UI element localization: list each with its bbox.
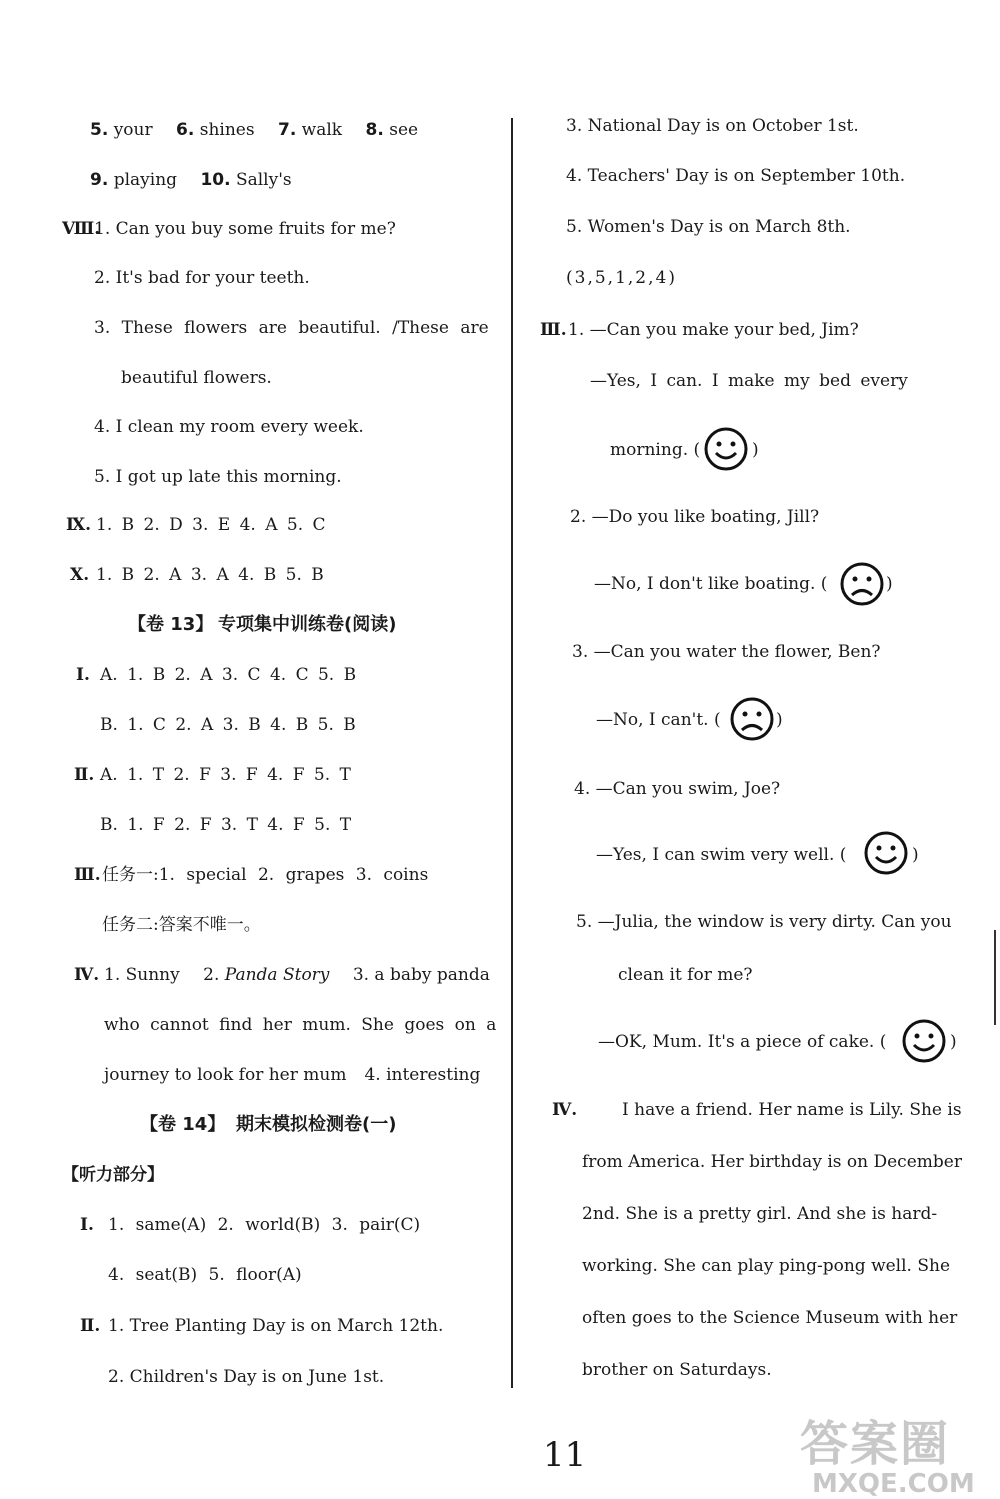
listening-heading: 【听力部分】 — [62, 1165, 164, 1185]
dialog-q5-line-1: 5. —Julia, the window is very dirty. Can you — [576, 912, 952, 932]
answer-line-9-10: 9. playing 10. Sally's — [90, 170, 292, 190]
holiday-order: (3,5,1,2,4) — [566, 268, 677, 288]
writing-iv-line-6: brother on Saturdays. — [582, 1360, 772, 1380]
juan-13-label: 【卷 13】 — [128, 614, 214, 635]
writing-iv-line-1: I have a friend. Her name is Lily. She is — [622, 1100, 962, 1120]
section-ix-answers: 1. B 2. D 3. E 4. A 5. C — [96, 515, 326, 535]
juan-13-title: 专项集中训练卷(阅读) — [218, 614, 397, 635]
holiday-line-4: 4. Teachers' Day is on September 10th. — [566, 166, 906, 186]
sad-face-icon — [840, 562, 884, 606]
smiley-face-icon — [902, 1019, 946, 1063]
section-viii-item-4: 4. I clean my room every week. — [94, 417, 364, 437]
juan-14-title: 期末模拟检测卷(一) — [236, 1114, 397, 1135]
dialog-a2-close: ) — [886, 574, 893, 594]
dialog-q4: 4. —Can you swim, Joe? — [574, 779, 781, 799]
dialog-a5-close: ) — [950, 1032, 957, 1052]
dialog-a3: —No, I can't. ( — [596, 710, 721, 730]
reading-ii-label: Ⅱ. — [74, 765, 95, 785]
writing-iv-line-3: 2nd. She is a pretty girl. And she is hard- — [582, 1204, 938, 1224]
watermark-brand: 答案圈 — [800, 1416, 951, 1472]
reading-ii-b: B. 1. F 2. F 3. T 4. F 5. T — [100, 815, 352, 835]
dialog-a2: —No, I don't like boating. ( — [594, 574, 828, 594]
smiley-face-icon — [864, 831, 908, 875]
dialog-a1-close: ) — [752, 440, 759, 460]
reading-iii-label: Ⅲ. — [74, 865, 101, 885]
reading-i-b: B. 1. C 2. A 3. B 4. B 5. B — [100, 715, 356, 735]
reading-i-label: Ⅰ. — [76, 665, 90, 685]
dialog-iii-label: Ⅲ. — [540, 320, 567, 340]
reading-iv-line-2: who cannot find her mum. She goes on a — [104, 1015, 497, 1035]
reading-ii-a: A. 1. T 2. F 3. F 4. F 5. T — [100, 765, 351, 785]
reading-iii-task1: 任务一:1. special 2. grapes 3. coins — [102, 865, 429, 885]
dialog-q3: 3. —Can you water the flower, Ben? — [572, 642, 881, 662]
writing-iv-line-4: working. She can play ping-pong well. She — [582, 1256, 951, 1276]
dialog-a3-close: ) — [776, 710, 783, 730]
dialog-a1-line-2: morning. ( — [610, 440, 701, 460]
section-viii-item-3-cont: beautiful flowers. — [121, 368, 272, 388]
dialog-q1: 1. —Can you make your bed, Jim? — [568, 320, 859, 340]
listening-i-label: Ⅰ. — [80, 1215, 94, 1235]
reading-iv-line-3: journey to look for her mum 4. interesting — [104, 1065, 481, 1085]
section-viii-item-5: 5. I got up late this morning. — [94, 467, 342, 487]
listening-ii-label: Ⅱ. — [80, 1316, 101, 1336]
smiley-face-icon — [704, 427, 748, 471]
listening-i-line-2: 4. seat(B) 5. floor(A) — [108, 1265, 302, 1285]
section-ix-label: Ⅸ. — [66, 515, 92, 535]
reading-iii-task2: 任务二:答案不唯一。 — [102, 915, 261, 935]
dialog-q2: 2. —Do you like boating, Jill? — [570, 507, 820, 527]
dialog-a1-line-1: —Yes, I can. I make my bed every — [590, 371, 908, 391]
dialog-a4-close: ) — [912, 845, 919, 865]
margin-mark — [994, 930, 996, 1025]
listening-i-line-1: 1. same(A) 2. world(B) 3. pair(C) — [108, 1215, 421, 1235]
reading-iv-line-1: 1. Sunny 2. Panda Story 3. a baby panda — [104, 965, 490, 985]
sad-face-icon — [730, 697, 774, 741]
listening-ii-line-1: 1. Tree Planting Day is on March 12th. — [108, 1316, 444, 1336]
writing-iv-line-5: often goes to the Science Museum with her — [582, 1308, 958, 1328]
section-x-label: Ⅹ. — [70, 565, 90, 585]
dialog-q5-line-2: clean it for me? — [618, 965, 753, 985]
dialog-a5: —OK, Mum. It's a piece of cake. ( — [598, 1032, 887, 1052]
juan-14-label: 【卷 14】 — [140, 1114, 226, 1135]
holiday-line-3: 3. National Day is on October 1st. — [566, 116, 859, 136]
section-viii-item-2: 2. It's bad for your teeth. — [94, 268, 310, 288]
dialog-a4: —Yes, I can swim very well. ( — [596, 845, 847, 865]
section-viii-label: Ⅷ. — [62, 219, 101, 239]
answer-line-5-8: 5. your 6. shines 7. walk 8. see — [90, 120, 419, 140]
column-divider — [511, 118, 513, 1388]
writing-iv-line-2: from America. Her birthday is on December — [582, 1152, 962, 1172]
holiday-line-5: 5. Women's Day is on March 8th. — [566, 217, 851, 237]
reading-iv-label: Ⅳ. — [74, 965, 100, 985]
reading-i-a: A. 1. B 2. A 3. C 4. C 5. B — [100, 665, 357, 685]
section-x-answers: 1. B 2. A 3. A 4. B 5. B — [96, 565, 324, 585]
writing-iv-label: Ⅳ. — [552, 1100, 578, 1120]
page-mark: 11 — [543, 1435, 587, 1475]
section-viii-item-3: 3. These flowers are beautiful. /These are — [94, 318, 489, 338]
watermark-url: MXQE.COM — [812, 1469, 975, 1499]
section-viii-item-1: 1. Can you buy some fruits for me? — [94, 219, 396, 239]
watermark — [800, 1405, 975, 1499]
listening-ii-line-2: 2. Children's Day is on June 1st. — [108, 1367, 385, 1387]
